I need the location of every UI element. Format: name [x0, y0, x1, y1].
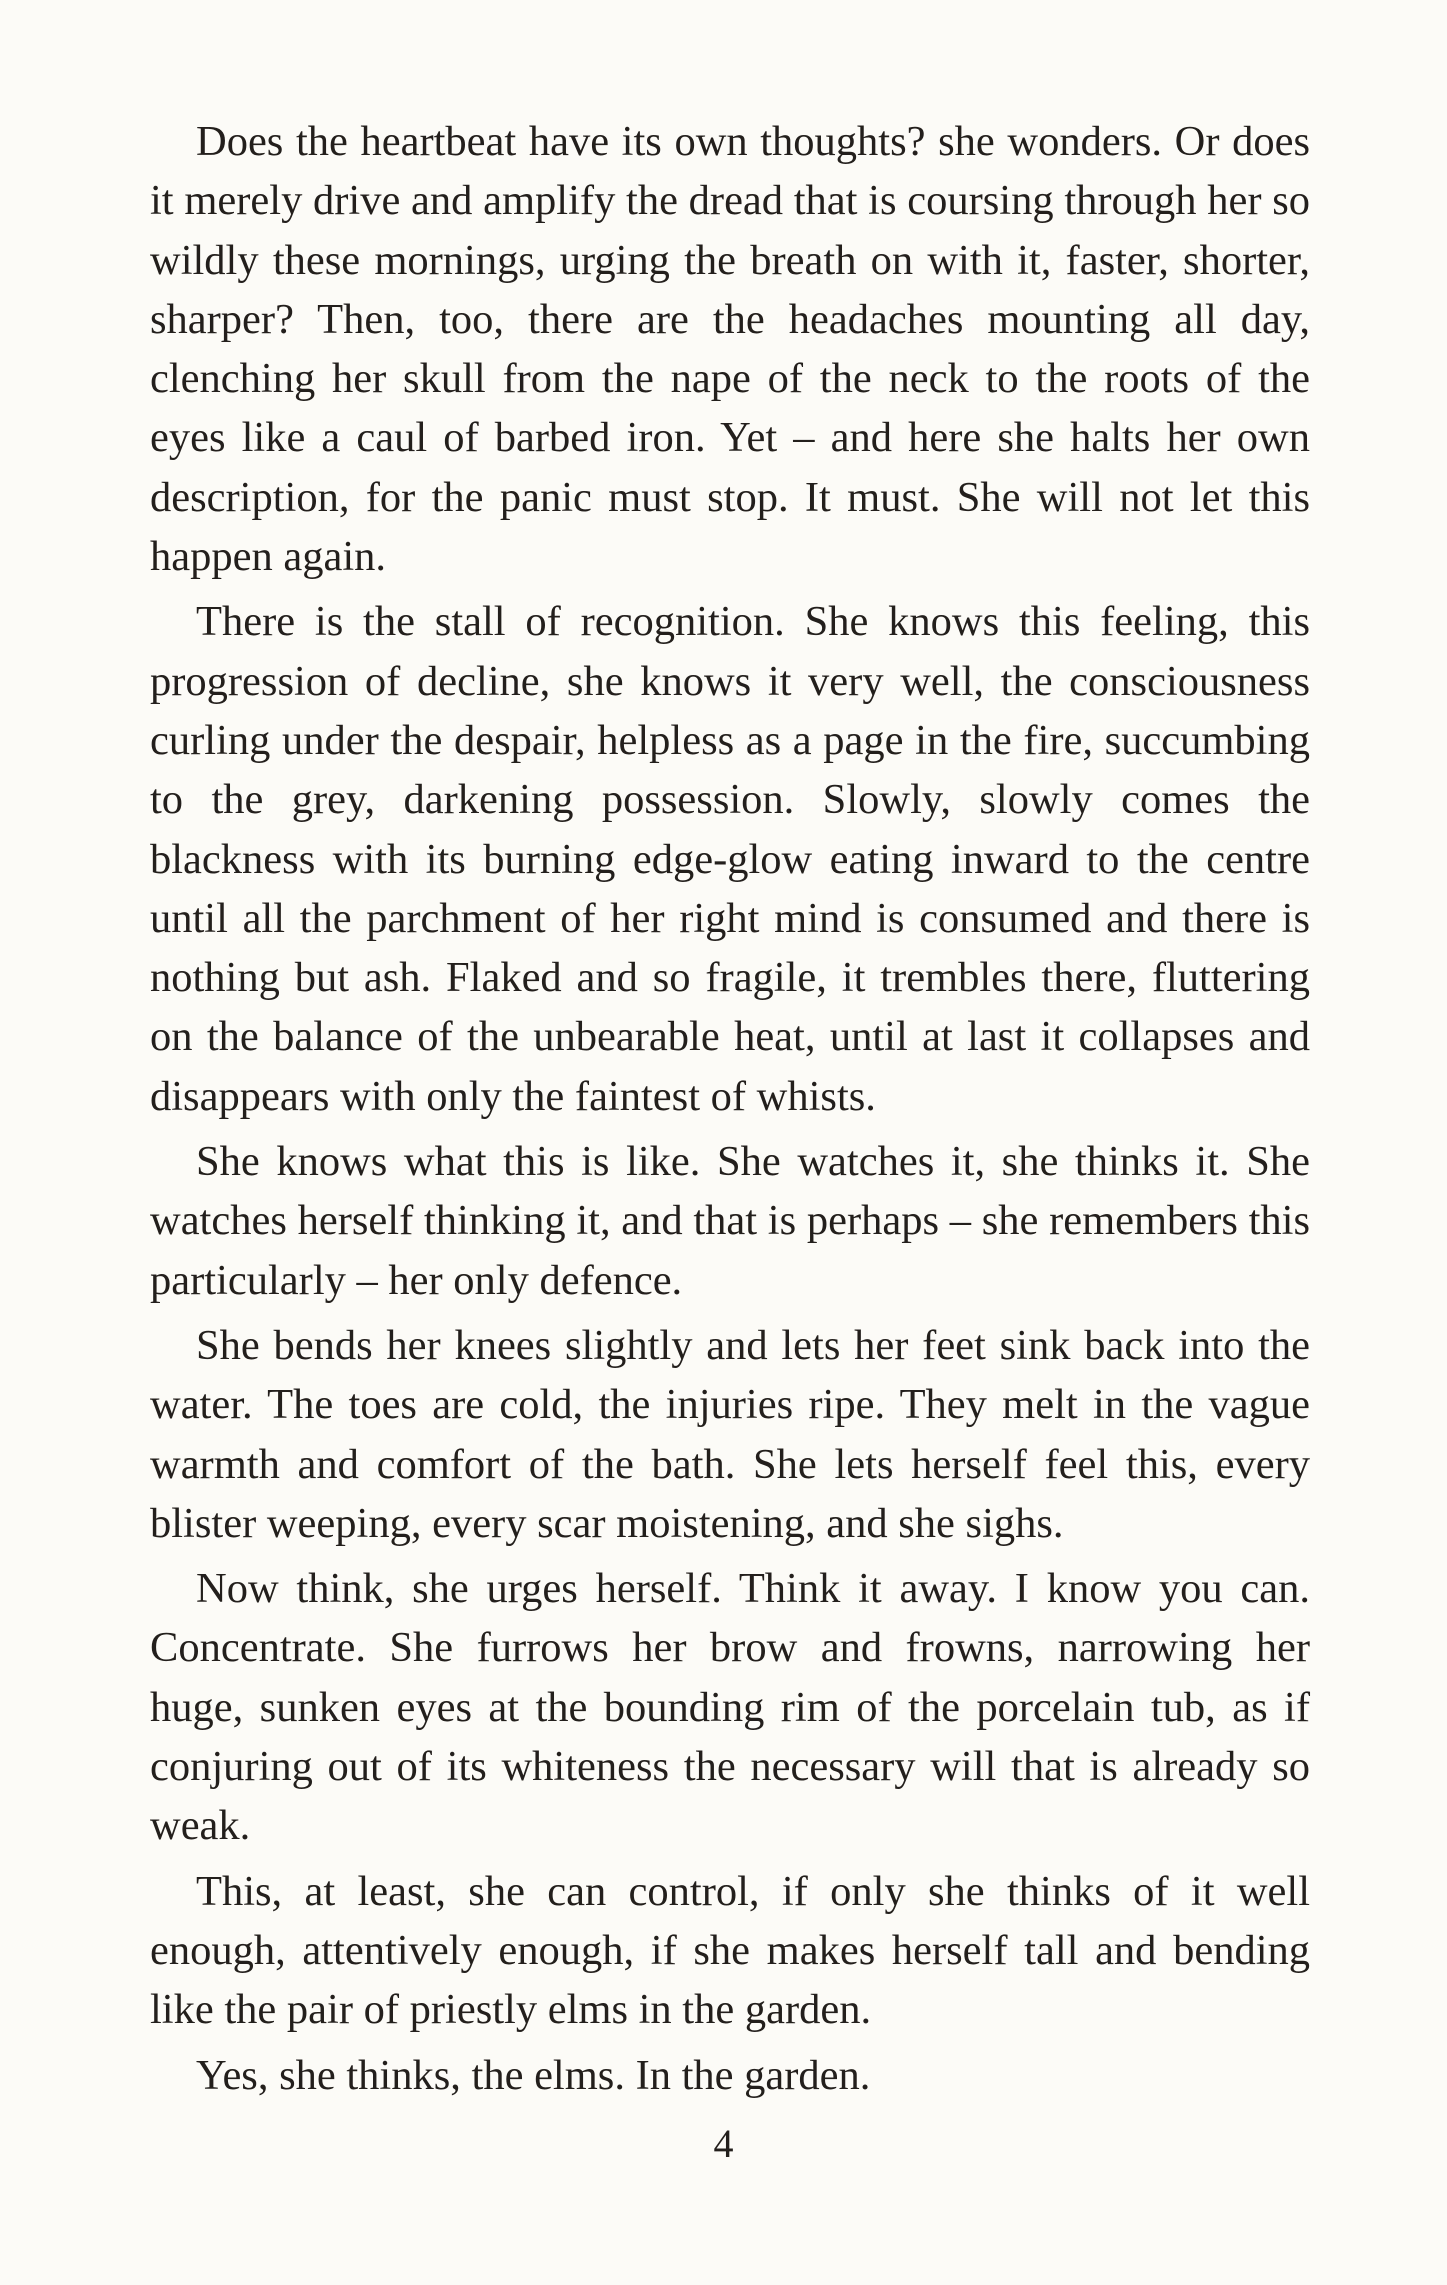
paragraph-5: Now think, she urges herself. Think it away. I know you can. Concentrate. She furrows her brow and frowns, narrowing her huge, sunken eyes at the bounding rim of the porcelain tub, as if conjuring out of its whiteness the necessary will that is already so weak.	[150, 1565, 1310, 1850]
page-number: 4	[713, 2121, 734, 2166]
paragraph-4: She bends her knees slightly and lets her feet sink back into the water. The toes are cold, the injuries ripe. They melt in the vague warmth and comfort of the bath. She lets herself feel this, every blister weeping, every scar moistening, and she sighs.	[150, 1321, 1310, 1547]
paragraph-1: Does the heartbeat have its own thoughts? she wonders. Or does it merely drive and amplify the dread that is coursing through her so wildly these mornings, urging the breath on with it, faster, shorter, sharper? Then, too, there are the headaches mounting all day, clenching her skull from the nape of the neck to the roots of the eyes like a caul of barbed iron. Yet – and here she halts her own description, for the panic must stop. It must. She will not let this happen again.	[150, 118, 1310, 581]
paragraph-6: This, at least, she can control, if only she thinks of it well enough, attentively enough, if she makes herself tall and bending like the pair of priestly elms in the garden.	[150, 1867, 1310, 2034]
paragraph-2: There is the stall of recognition. She knows this feeling, this progression of decline, she knows it very well, the consciousness curling under the despair, helpless as a page in the fire, succumbing to the grey, darkening possession. Slowly, slowly comes the blackness with its burning edge-glow eating inward to the centre until all the parchment of her right mind is consumed and there is nothing but ash. Flaked and so fragile, it trembles there, fluttering on the balance of the unbearable heat, until at last it collapses and disappears with only the faintest of whists.	[150, 598, 1310, 1120]
body-text	[150, 112, 1310, 2111]
paragraph-7: Yes, she thinks, the elms. In the garden.	[196, 2051, 871, 2099]
paragraph-3: She knows what this is like. She watches it, she thinks it. She watches herself thinking it, and that is perhaps – she remembers this particularly – her only defence.	[150, 1138, 1310, 1304]
